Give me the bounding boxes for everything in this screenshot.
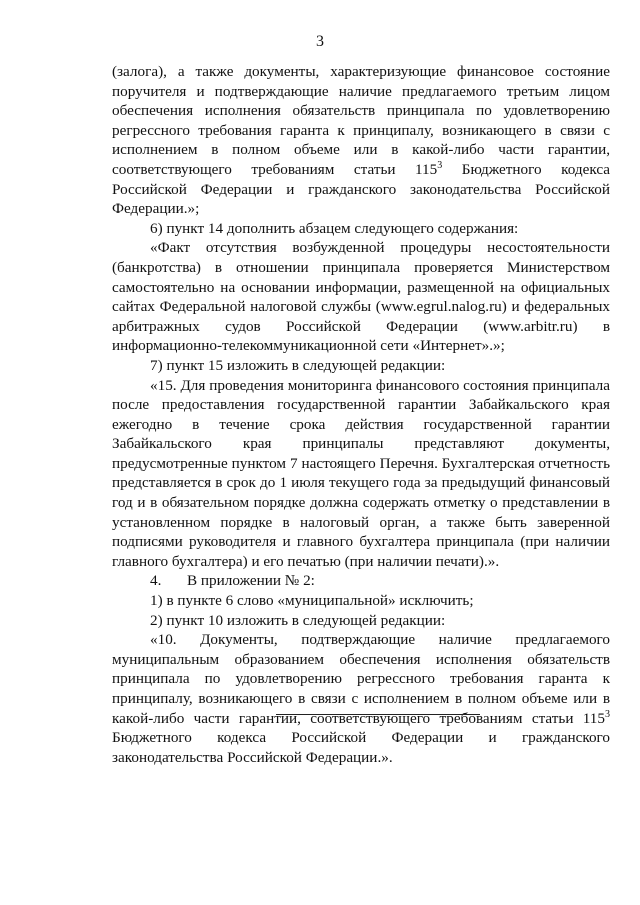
page-number: 3	[316, 33, 324, 50]
paragraph-item-1-clause-6: 1) в пункте 6 слово «муниципальной» исключить;	[150, 592, 474, 610]
paragraph-item-7-clause-15: 7) пункт 15 изложить в следующей редакции:	[150, 356, 446, 374]
paragraph-text-cont: Бюджетного кодекса Российской Федерации и гражданского законодательства Российской Федерации.».	[112, 729, 610, 766]
superscript: 3	[437, 159, 443, 171]
paragraph-text-cont: Бюджетного кодекса Российской Федерации и гражданского законодательства Российской Федерации.»;	[112, 160, 610, 218]
document-body	[112, 62, 610, 767]
superscript: 3	[605, 708, 610, 720]
paragraph-item-2-clause-10: 2) пункт 10 изложить в следующей редакции:	[150, 611, 446, 629]
paragraph-monitoring: «15. Для проведения мониторинга финансового состояния принципала после предоставления государственной гарантии Забайкальского края ежегодно в течение срока действия государственной гарантии Забайкальского края принципалы представляют документы, предусмотренные пунктом 7 настоящего Перечня. Бухгалтерская отчетность представляется в срок до 1 июля текущего года за предыдущий финансовый год и в обязательном порядке должна содержать отметку о представлении в установленном порядке в налоговый орган, а также быть заверенной подписями руководителя и главного бухгалтера принципала (при наличии главного бухгалтера) и его печатью (при наличии печати).».	[112, 376, 610, 570]
paragraph-clause-10-text	[112, 630, 610, 767]
paragraph-item-6-clause-14: 6) пункт 14 дополнить абзацем следующего содержания:	[150, 219, 519, 237]
section-number: 4.	[150, 572, 162, 590]
paragraph-collateral-documents	[112, 62, 610, 219]
paragraph-text: (залога), а также документы, характеризующие финансовое состояние поручителя и подтверждающие наличие предлагаемого третьим лицом обеспечения исполнения обязательств принципала по удовлетворению регрессного требования гаранта к принципалу, возникающего в связи с исполнением в полном объеме или в какой-либо части гарантии, соответствующего требованиям статьи 115	[112, 63, 610, 178]
closing-divider-line	[276, 714, 480, 715]
section-title: В приложении № 2:	[187, 572, 315, 590]
paragraph-bankruptcy-check: «Факт отсутствия возбужденной процедуры несостоятельности (банкротства) в отношении принципала проверяется Министерством самостоятельно на основании информации, размещенной на официальных сайтах Федеральной налоговой службы (www.egrul.nalog.ru) и федеральных арбитражных судов Российской Федерации (www.arbitr.ru) в информационно-телекоммуникационной сети «Интернет».»;	[112, 239, 610, 355]
paragraph-section-4	[112, 571, 610, 591]
paragraph-text: «10. Документы, подтверждающие наличие предлагаемого муниципальным образованием обеспечения исполнения обязательств принципала по удовлетворению регрессного требования гаранта к принципалу, возникающего в связи с исполнением в полном объеме или в какой-либо части гарантии, соответствующего требованиям статьи 115	[112, 631, 610, 727]
